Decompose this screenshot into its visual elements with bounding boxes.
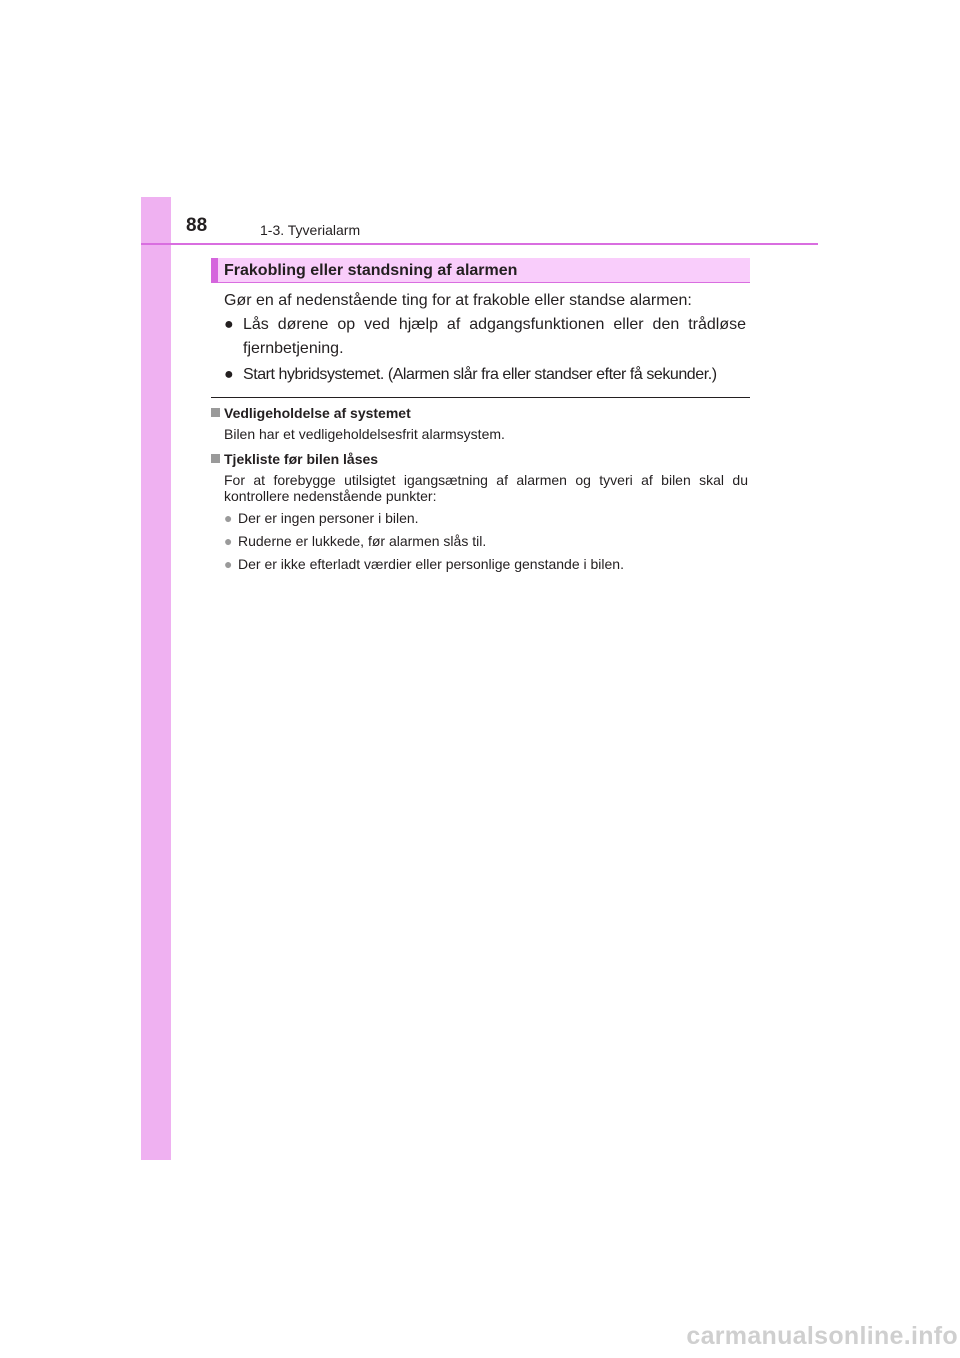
bullet-dot-icon: ●: [224, 366, 234, 383]
list-item: [224, 363, 746, 387]
note-title: [211, 450, 748, 468]
section-heading: [211, 258, 750, 283]
checklist-item-text: Der er ingen personer i bilen.: [238, 510, 419, 526]
note-body: For at forebygge utilsigtet igangsætning af alarmen og tyveri af bilen skal du kontrollere nedenstående punkter:: [224, 472, 748, 504]
bullet-text: Start hybridsystemet. (Alarmen slår fra eller standser efter få sekunder.): [243, 366, 717, 383]
heading-accent-bar: [211, 258, 218, 283]
note-body: Bilen har et vedligeholdelsesfrit alarmsystem.: [224, 426, 505, 442]
bullet-dot-icon: ●: [224, 316, 234, 333]
checklist-item-text: Ruderne er lukkede, før alarmen slås til.: [238, 533, 487, 549]
bullet-text: Lås dørene op ved hjælp af adgangsfunktionen eller den trådløse fjernbetjening.: [243, 316, 746, 357]
bullet-dot-icon: ●: [224, 556, 233, 572]
list-item: [224, 313, 746, 361]
running-head: 1-3. Tyverialarm: [260, 222, 361, 238]
note-title-text: Vedligeholdelse af systemet: [224, 405, 411, 421]
notes-block: [211, 404, 748, 573]
list-item: [211, 556, 748, 573]
note-title: [211, 404, 748, 422]
bullet-list: [224, 313, 746, 387]
square-marker-icon: [211, 454, 220, 463]
list-item: [211, 533, 748, 550]
notes-divider: [211, 397, 750, 398]
bullet-dot-icon: ●: [224, 533, 233, 549]
watermark: carmanualsonline.info: [686, 1322, 958, 1350]
checklist-item-text: Der er ikke efterladt værdier eller personlige genstande i bilen.: [238, 556, 624, 572]
list-item: [211, 510, 748, 527]
page-number: 88: [186, 215, 208, 236]
note-title-text: Tjekliste før bilen låses: [224, 451, 379, 467]
section-side-tab: [141, 197, 171, 1160]
bullet-dot-icon: ●: [224, 510, 233, 526]
section-heading-text: Frakobling eller standsning af alarmen: [224, 262, 518, 279]
square-marker-icon: [211, 408, 220, 417]
intro-text: Gør en af nedenstående ting for at frakoble eller standse alarmen:: [224, 292, 692, 309]
header-rule: [141, 243, 818, 245]
